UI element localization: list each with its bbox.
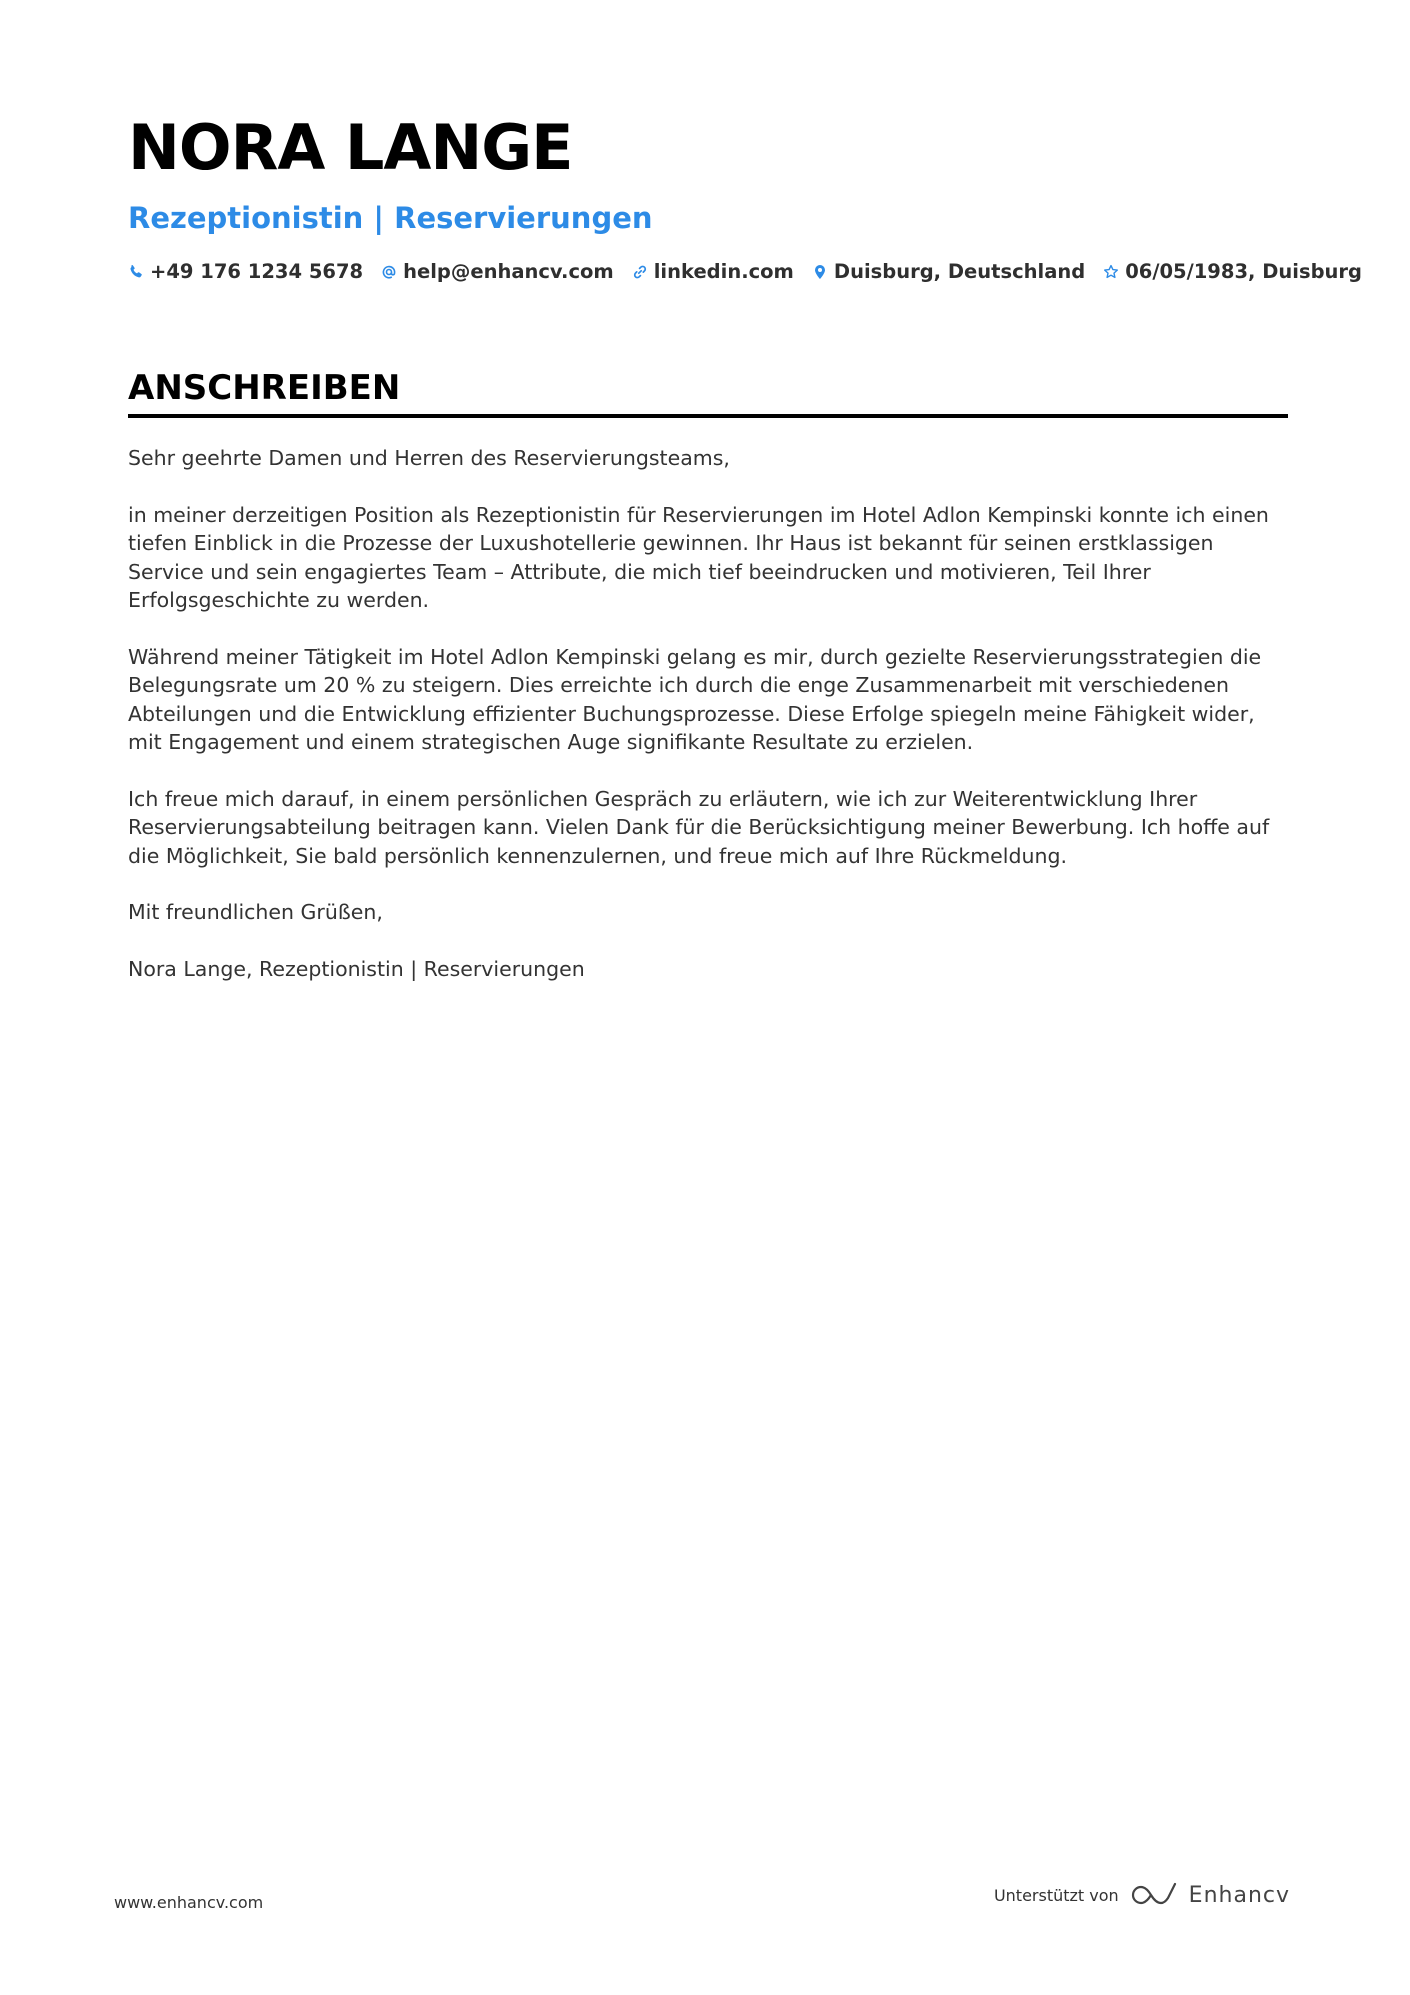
contact-linkedin[interactable] [632,260,794,283]
location-pin-icon [812,264,828,280]
at-icon [381,264,397,280]
header [128,108,1362,283]
contact-email[interactable] [381,260,614,283]
contact-birth-text: 06/05/1983, Duisburg [1125,260,1362,283]
letter-paragraph-1: in meiner derzeitigen Position als Rezeptionistin für Reservierungen im Hotel Adlon Kempinski konnte ich einen tiefen Einblick in die Prozesse der Luxushotellerie gewinnen. Ihr Haus ist bekannt für seinen erstklassigen Service und sein engagiertes Team – Attribute, die mich tief beeindrucken und motivieren, Teil Ihrer Erfolgsgeschichte zu werden. [128,502,1269,612]
contact-location [812,260,1085,283]
contact-phone-text: +49 176 1234 5678 [150,260,364,283]
job-title: Rezeptionistin | Reservierungen [128,201,653,235]
letter-signature: Nora Lange, Rezeptionistin | Reservierungen [128,956,585,981]
cover-letter-section [128,366,1288,1011]
star-icon [1103,264,1119,280]
letter-paragraph-2: Während meiner Tätigkeit im Hotel Adlon Kempinski gelang es mir, durch gezielte Reservierungsstrategien die Belegungsrate um 20 % zu steigern. Dies erreichte ich durch die enge Zusammenarbeit mit verschiedenen Abteilungen und die Entwicklung effizienter Buchungsprozesse. Diese Erfolge spiegeln meine Fähigkeit wider, mit Engagement und einem strategischen Auge signifikante Resultate zu erzielen. [128,644,1262,754]
contact-list [128,260,1362,283]
footer-branding [994,1882,1290,1908]
letter-body [128,444,1288,983]
enhancv-logo-text: Enhancv [1188,1882,1290,1908]
contact-location-text: Duisburg, Deutschland [833,260,1086,283]
candidate-name: NORA LANGE [128,111,573,184]
letter-salutation: Sehr geehrte Damen und Herren des Reservierungsteams, [128,446,730,470]
enhancv-logo-icon [1131,1882,1179,1908]
letter-paragraph-3: Ich freue mich darauf, in einem persönlichen Gespräch zu erläutern, wie ich zur Weiterentwicklung Ihrer Reservierungsabteilung beitragen kann. Vielen Dank für die Berücksichtigung meiner Bewerbung. Ich hoffe auf die Möglichkeit, Sie bald persönlich kennenzulernen, und freue mich auf Ihre Rückmeldung. [128,786,1270,868]
contact-linkedin-text: linkedin.com [653,260,794,283]
contact-email-text: help@enhancv.com [403,260,614,283]
link-icon [632,264,648,280]
contact-phone[interactable] [128,260,363,283]
enhancv-logo[interactable] [1131,1882,1290,1908]
section-title: ANSCHREIBEN [128,368,401,408]
powered-by-label: Unterstützt von [993,1885,1119,1905]
phone-icon [128,264,144,280]
footer-website[interactable]: www.enhancv.com [114,1893,264,1912]
letter-closing: Mit freundlichen Grüßen, [128,900,383,924]
section-divider [128,414,1288,418]
contact-birth [1103,260,1362,283]
